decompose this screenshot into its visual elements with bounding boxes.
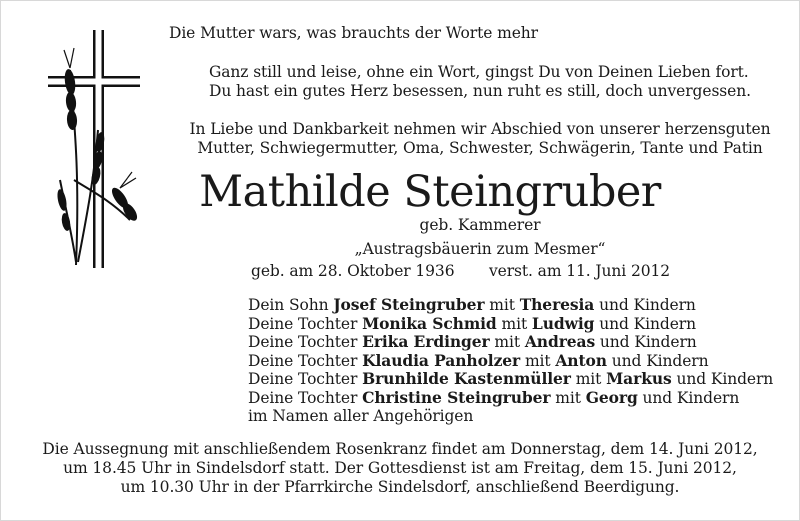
mourner-name: Monika Schmid [362, 313, 497, 333]
mourner-relation: Deine Tochter [248, 389, 363, 407]
deceased-name: Mathilde Steingruber [199, 167, 661, 217]
service-line-2: um 18.45 Uhr in Sindelsdorf statt. Der Gottesdienst ist am Freitag, dem 15. Juni 2012, [63, 459, 737, 477]
mourner-relation: Dein Sohn [248, 296, 334, 314]
mourner-row [248, 295, 696, 315]
mourner-partner: Georg [585, 388, 638, 407]
mourner-row [248, 369, 773, 389]
service-line-3: um 10.30 Uhr in der Pfarrkirche Sindelsdorf, anschließend Beerdigung. [120, 478, 680, 496]
mourner-suffix: und Kindern [594, 296, 696, 314]
mourner-connector: mit [550, 389, 586, 407]
mourner-connector: mit [484, 296, 520, 314]
mourner-name: Erika Erdinger [362, 332, 490, 352]
mourner-suffix: und Kindern [637, 389, 740, 407]
mourner-suffix: und Kindern [606, 351, 709, 370]
mourner-suffix: und Kindern [595, 333, 697, 352]
verse-line-1: Die Mutter wars, was brauchts der Worte mehr [169, 24, 538, 42]
mourner-partner: Anton [555, 350, 607, 370]
mourner-connector: mit [570, 370, 607, 389]
mourner-relation: Deine Tochter [248, 351, 363, 370]
mourner-name: Klaudia Panholzer [362, 350, 521, 370]
death-date: verst. am 11. Juni 2012 [489, 262, 671, 280]
mourner-partner: Markus [606, 369, 672, 389]
nickname: „Austragsbäuerin zum Mesmer“ [354, 240, 606, 258]
mourner-connector: mit [520, 351, 556, 370]
mourner-relation: Deine Tochter [248, 370, 363, 389]
mourner-partner: Ludwig [531, 313, 595, 333]
mourner-connector: mit [496, 314, 532, 333]
farewell-line-1: In Liebe und Dankbarkeit nehmen wir Abschied von unserer herzensguten [189, 120, 771, 138]
mourner-row [248, 388, 739, 408]
mourner-name: Christine Steingruber [362, 388, 551, 407]
mourner-relation: Deine Tochter [248, 333, 363, 352]
mourner-partner: Andreas [524, 332, 596, 352]
birth-date: geb. am 28. Oktober 1936 [251, 262, 455, 280]
maiden-name: geb. Kammerer [419, 216, 541, 234]
mourner-connector: mit [489, 333, 525, 352]
mourner-row [248, 314, 696, 334]
mourner-row [248, 351, 709, 371]
mourner-suffix: und Kindern [671, 370, 774, 389]
mourner-name: Brunhilde Kastenmüller [362, 369, 571, 389]
mourner-suffix: und Kindern [594, 314, 696, 333]
mourner-name: Josef Steingruber [333, 295, 485, 314]
mourners-closing: im Namen aller Angehörigen [248, 407, 474, 425]
service-line-1: Die Aussegnung mit anschließendem Rosenkranz findet am Donnerstag, dem 14. Juni 2012, [42, 440, 758, 458]
farewell-line-2: Mutter, Schwiegermutter, Oma, Schwester, Schwägerin, Tante und Patin [197, 139, 763, 157]
mourner-row [248, 332, 697, 352]
verse-line-3: Du hast ein gutes Herz besessen, nun ruht es still, doch unvergessen. [209, 82, 751, 100]
mourner-relation: Deine Tochter [248, 314, 363, 333]
mourner-partner: Theresia [519, 295, 595, 314]
verse-line-2: Ganz still und leise, ohne ein Wort, gingst Du von Deinen Lieben fort. [209, 63, 749, 81]
